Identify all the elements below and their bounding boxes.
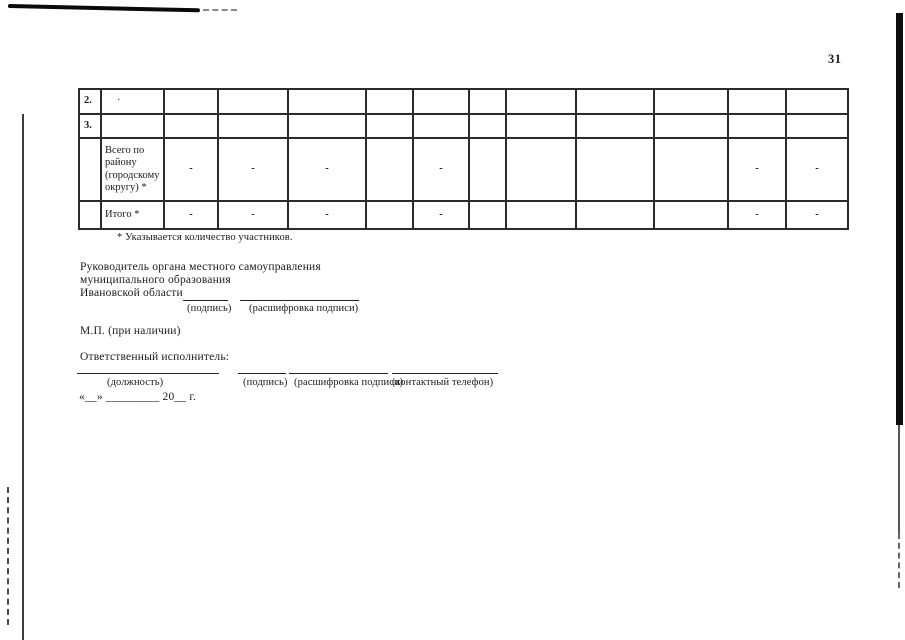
signature-decryption-label: (расшифровка подписи) — [249, 303, 359, 314]
table-cell — [366, 201, 413, 229]
signature-label: (подпись) — [187, 303, 232, 314]
table-cell — [469, 89, 506, 114]
page-number: 31 — [828, 52, 842, 66]
executor-phone-label: (контактный телефон) — [392, 377, 494, 388]
table-cell: Всего по району (городскому округу) * — [101, 138, 164, 201]
table-cell — [366, 138, 413, 201]
table-cell: - — [413, 201, 469, 229]
table-cell — [218, 114, 288, 138]
table-cell — [576, 114, 654, 138]
executor-signature-line — [238, 373, 286, 374]
table-cell — [218, 89, 288, 114]
table-cell: · — [101, 89, 164, 114]
table-cell — [288, 89, 366, 114]
table-cell: - — [728, 138, 786, 201]
table-cell — [413, 89, 469, 114]
table-cell: 2. — [79, 89, 101, 114]
table-cell: - — [288, 138, 366, 201]
table-cell — [728, 114, 786, 138]
scan-artifact-top-dashes — [203, 9, 237, 11]
table-cell — [79, 201, 101, 229]
table-cell: - — [164, 201, 218, 229]
scan-artifact-right-bar-thin — [898, 425, 900, 533]
table-cell — [506, 201, 576, 229]
table-cell: - — [164, 138, 218, 201]
table-row — [79, 138, 848, 201]
table-cell — [576, 138, 654, 201]
table-cell — [654, 201, 728, 229]
table-cell — [469, 138, 506, 201]
executor-decryption-line — [289, 373, 388, 374]
signature-decryption-line — [240, 300, 359, 301]
table-row — [79, 114, 848, 138]
table-row — [79, 201, 848, 229]
table-cell — [288, 114, 366, 138]
scan-artifact-right-bar-dashes — [898, 533, 900, 588]
table-cell — [786, 89, 848, 114]
date-line: «__» _________ 20__ г. — [79, 391, 197, 403]
executor-position-label: (должность) — [107, 377, 164, 388]
signatory-line-3: Ивановской области — [80, 287, 183, 299]
table-cell — [469, 201, 506, 229]
executor-position-line — [77, 373, 219, 374]
executor-decryption-label: (расшифровка подписи) — [294, 377, 404, 388]
table-cell: Итого * — [101, 201, 164, 229]
table-cell — [576, 89, 654, 114]
table-cell — [728, 89, 786, 114]
table-cell — [101, 114, 164, 138]
executor-signature-label: (подпись) — [243, 377, 288, 388]
table-row — [79, 89, 848, 114]
scan-artifact-top-line — [8, 4, 200, 12]
signatory-line-2: муниципального образования — [80, 274, 231, 286]
table-cell — [79, 138, 101, 201]
scan-artifact-right-bar — [896, 13, 903, 425]
table-cell — [366, 114, 413, 138]
executor-phone-line — [392, 373, 498, 374]
table-cell — [506, 114, 576, 138]
table-cell: - — [413, 138, 469, 201]
table-cell — [654, 138, 728, 201]
executor-title: Ответственный исполнитель: — [80, 351, 230, 363]
table-cell: - — [288, 201, 366, 229]
stamp-note: М.П. (при наличии) — [80, 325, 181, 337]
table-cell: - — [786, 138, 848, 201]
table-cell — [366, 89, 413, 114]
table-cell — [786, 114, 848, 138]
footnote: * Указывается количество участников. — [117, 232, 293, 243]
table-cell: 3. — [79, 114, 101, 138]
table-cell — [654, 114, 728, 138]
table-cell — [413, 114, 469, 138]
table-cell — [654, 89, 728, 114]
scan-artifact-left-dashes — [7, 487, 9, 625]
signature-line — [183, 300, 228, 301]
table-cell: - — [786, 201, 848, 229]
signatory-line-1: Руководитель органа местного самоуправления — [80, 261, 321, 273]
table-cell — [576, 201, 654, 229]
table-cell: - — [218, 201, 288, 229]
table-cell — [164, 114, 218, 138]
table-cell — [506, 89, 576, 114]
table-cell: - — [218, 138, 288, 201]
table-cell: - — [728, 201, 786, 229]
report-table — [78, 88, 849, 230]
table-cell — [469, 114, 506, 138]
scan-artifact-left-line — [22, 114, 24, 640]
table-cell — [164, 89, 218, 114]
table-cell — [506, 138, 576, 201]
